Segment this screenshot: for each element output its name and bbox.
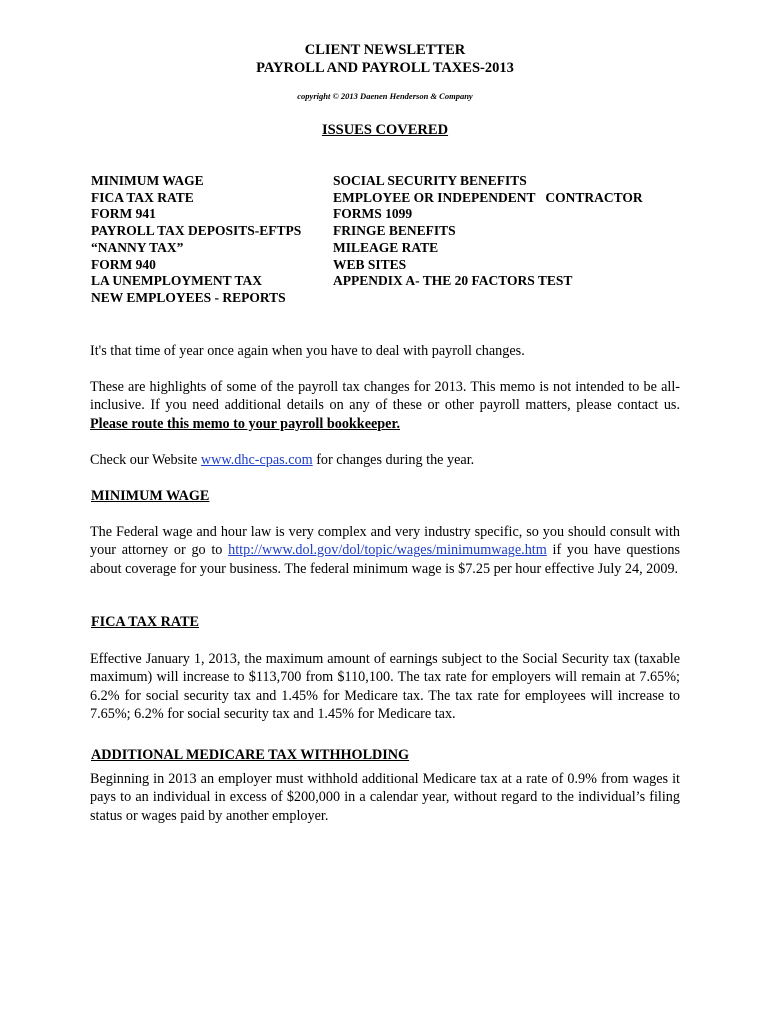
dol-minimum-wage-link[interactable]: http://www.dol.gov/dol/topic/wages/minimumwage.htm [228,542,547,559]
issue-item: PAYROLL TAX DEPOSITS-EFTPS [91,223,302,239]
website-link[interactable]: www.dhc-cpas.com [200,452,313,468]
minimum-wage-text-after: if you have questions about coverage for your business. The federal minimum wage is $7.25 per hour effective July 24, 2009. [90,542,680,577]
issues-covered-heading: ISSUES COVERED [321,122,449,138]
newsletter-title: CLIENT NEWSLETTER [304,42,466,58]
website-paragraph [90,451,680,469]
medicare-heading: ADDITIONAL MEDICARE TAX WITHHOLDING [91,747,410,763]
website-text-before: Check our Website [90,452,201,468]
newsletter-subtitle: PAYROLL AND PAYROLL TAXES-2013 [256,60,514,76]
issue-item: “NANNY TAX” [91,239,184,255]
issues-list-right [333,173,643,290]
intro-paragraph: It's that time of year once again when you have to deal with payroll changes. [90,343,525,359]
issue-item: FRINGE BENEFITS [333,223,456,239]
highlights-paragraph [90,378,680,433]
route-memo-notice: Please route this memo to your payroll bookkeeper. [90,415,401,432]
highlights-text: These are highlights of some of the payroll tax changes for 2013. This memo is not intended to be all-inclusive. If you need additional details on any of these or other payroll matters, please contact us. [90,379,680,414]
minimum-wage-paragraph [90,523,680,578]
issue-item: MILEAGE RATE [333,239,439,255]
issue-item: WEB SITES [333,256,407,272]
issue-item: APPENDIX A- THE 20 FACTORS TEST [333,273,573,289]
issue-item: FORM 941 [91,206,156,222]
minimum-wage-heading: MINIMUM WAGE [91,488,210,504]
copyright-notice: copyright © 2013 Daenen Henderson & Company [297,91,473,101]
issue-item: LA UNEMPLOYMENT TAX [91,273,263,289]
issue-item: FORMS 1099 [333,206,413,222]
fica-paragraph: Effective January 1, 2013, the maximum amount of earnings subject to the Social Security tax (taxable maximum) will increase to $113,700 from $110,100. The tax rate for employers will remain at 7.65%; 6.2% for social security tax and 1.45% for Medicare tax. The tax rate for employees will increase to 7.65%; 6.2% for social security tax and 1.45% for Medicare tax. [90,651,680,722]
website-text-after: for changes during the year. [312,452,475,468]
medicare-paragraph: Beginning in 2013 an employer must withhold additional Medicare tax at a rate of 0.9% from wages it pays to an individual in excess of $200,000 in a calendar year, without regard to the individual’s filing status or wages paid by another employer. [90,771,680,824]
minimum-wage-text-before: The Federal wage and hour law is very complex and very industry specific, so you should consult with your attorney or go to [90,524,680,559]
issue-item: EMPLOYEE OR INDEPENDENT CONTRACTOR [333,189,643,205]
issue-item: FORM 940 [91,256,156,272]
issue-item: FICA TAX RATE [91,189,194,205]
issue-item: MINIMUM WAGE [91,173,204,188]
issue-item: SOCIAL SECURITY BENEFITS [333,173,527,188]
issues-list-left [91,173,301,307]
fica-heading: FICA TAX RATE [91,614,199,630]
issue-item: NEW EMPLOYEES - REPORTS [91,289,286,305]
